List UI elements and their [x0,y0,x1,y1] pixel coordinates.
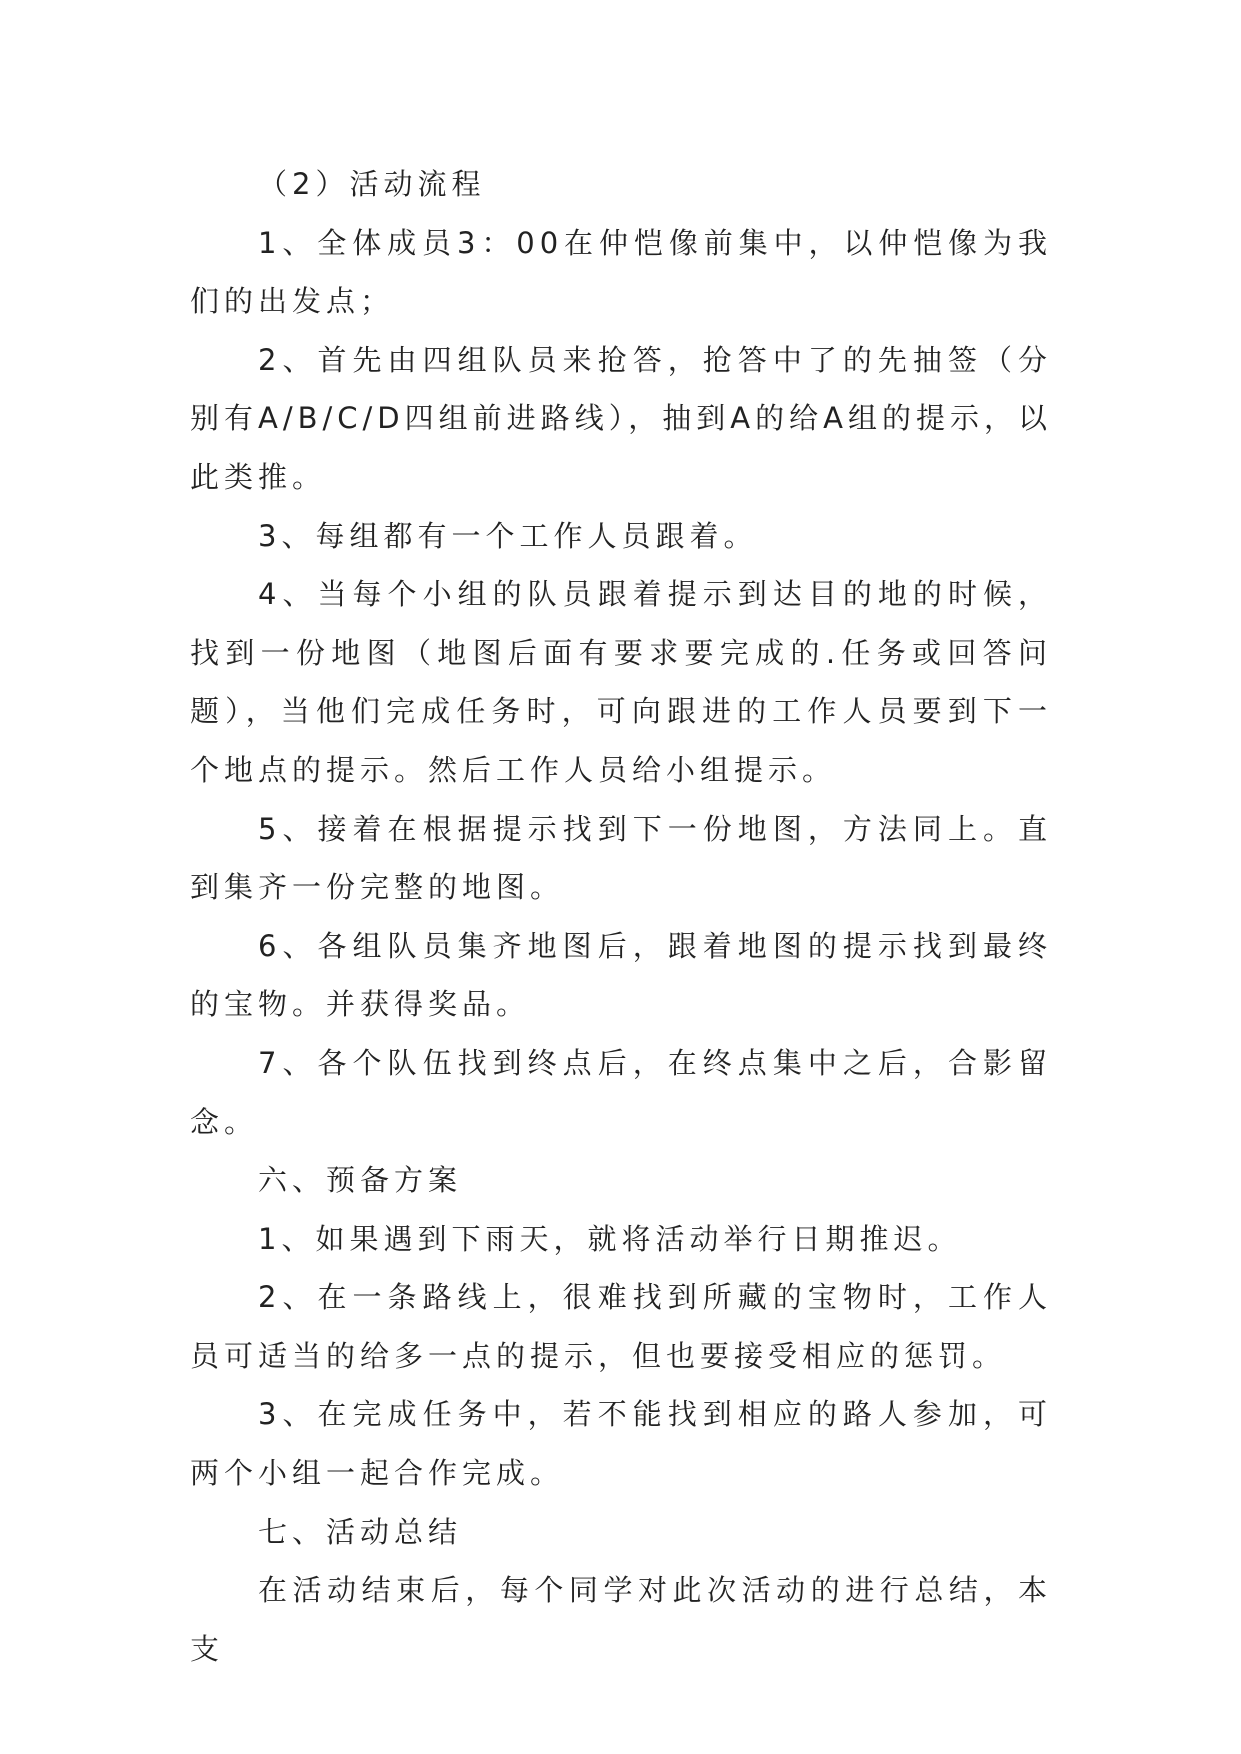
paragraph-step-7: 7、各个队伍找到终点后，在终点集中之后，合影留念。 [190,1045,1052,1139]
section-heading-backup-plan: 六、预备方案 [258,1163,463,1198]
paragraph-step-5: 5、接着在根据提示找到下一份地图，方法同上。直到集齐一份完整的地图。 [190,811,1052,905]
paragraph-backup-3: 3、在完成任务中，若不能找到相应的路人参加，可两个小组一起合作完成。 [190,1397,1052,1491]
paragraph-step-1: 1、全体成员3：00在仲恺像前集中，以仲恺像为我们的出发点； [190,225,1052,319]
paragraph-step-6: 6、各组队员集齐地图后，跟着地图的提示找到最终的宝物。并获得奖品。 [190,928,1052,1022]
section-heading-activity-flow: （2）活动流程 [258,167,486,201]
paragraph-step-4: 4、当每个小组的队员跟着提示到达目的地的时候，找到一份地图（地图后面有要求要完成的.任务或回答问题），当他们完成任务时，可向跟进的工作人员要到下一个地点的提示。然后工作人员给小组提示。 [190,577,1052,787]
paragraph-step-3: 3、每组都有一个工作人员跟着。 [258,518,758,553]
section-heading-summary: 七、活动总结 [258,1514,463,1549]
document-body [190,155,1052,1678]
paragraph-step-2: 2、首先由四组队员来抢答，抢答中了的先抽签（分别有A/B/C/D四组前进路线），抽到A的给A组的提示，以此类推。 [190,342,1052,494]
paragraph-backup-2: 2、在一条路线上，很难找到所藏的宝物时，工作人员可适当的给多一点的提示，但也要接受相应的惩罚。 [190,1280,1052,1373]
paragraph-summary: 在活动结束后，每个同学对此次活动的进行总结，本支 [190,1573,1052,1666]
paragraph-backup-1: 1、如果遇到下雨天，就将活动举行日期推迟。 [258,1221,962,1256]
